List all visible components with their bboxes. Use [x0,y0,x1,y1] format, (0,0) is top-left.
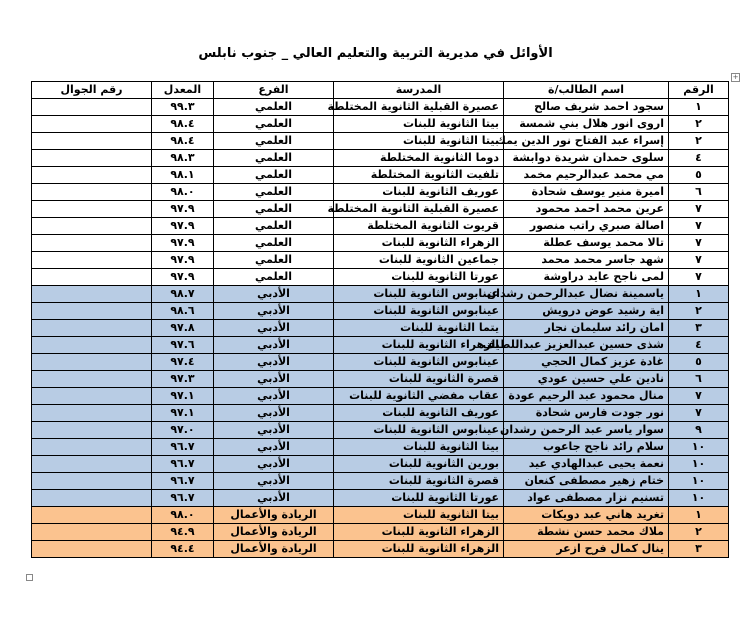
cell-branch: الأدبي [214,371,334,388]
cell-phone [32,286,152,303]
cell-num: ٦ [669,371,729,388]
cell-num: ٥ [669,167,729,184]
cell-name: سلام رائد ناجح جاعوب [504,439,669,456]
cell-phone [32,456,152,473]
cell-avg: ٩٧.٨ [152,320,214,337]
cell-num: ٥ [669,354,729,371]
table-row [32,303,729,320]
cell-branch: العلمي [214,116,334,133]
cell-phone [32,541,152,558]
cell-school: بيتا الثانوية للبنات [334,116,504,133]
cell-school: عصيرة القبلية الثانوية المختلطة [334,99,504,116]
cell-branch: العلمي [214,218,334,235]
cell-num: ٤ [669,150,729,167]
cell-school: بيتا الثانوية للبنات [334,133,504,150]
cell-num: ٩ [669,422,729,439]
cell-name: تسنيم نزار مصطفى عواد [504,490,669,507]
cell-school: عينابوس الثانوية للبنات [334,354,504,371]
table-row [32,456,729,473]
cell-num: ٧ [669,252,729,269]
cell-phone [32,439,152,456]
cell-avg: ٩٧.٤ [152,354,214,371]
table-row [32,252,729,269]
cell-name: لمى ناجح عايد دراوشة [504,269,669,286]
cell-branch: الأدبي [214,354,334,371]
table-row [32,150,729,167]
table-row [32,490,729,507]
cell-avg: ٩٧.٩ [152,235,214,252]
cell-phone [32,150,152,167]
cell-name: تالا محمد يوسف عطلة [504,235,669,252]
cell-phone [32,320,152,337]
header-branch: الفرع [214,82,334,99]
cell-branch: العلمي [214,150,334,167]
cell-avg: ٩٧.١ [152,405,214,422]
header-phone: رقم الجوال [32,82,152,99]
cell-name: شهد جاسر محمد محمد [504,252,669,269]
cell-name: سجود احمد شريف صالح [504,99,669,116]
table-row [32,99,729,116]
cell-school: عقاب مفضي الثانوية للبنات [334,388,504,405]
cell-name: غادة عزيز كمال الحجي [504,354,669,371]
document-title: الأوائل في مديرية التربية والتعليم العالي _ جنوب نابلس [198,46,553,61]
cell-avg: ٩٨.٠ [152,507,214,524]
cell-num: ٧ [669,388,729,405]
cell-branch: العلمي [214,99,334,116]
cell-name: عرين محمد احمد محمود [504,201,669,218]
table-row [32,405,729,422]
cell-num: ٢ [669,116,729,133]
cell-phone [32,167,152,184]
cell-name: اية رشيد عوض درويش [504,303,669,320]
cell-avg: ٩٨.٠ [152,184,214,201]
cell-name: اصالة صبري راتب منصور [504,218,669,235]
cell-branch: الأدبي [214,456,334,473]
table-row [32,388,729,405]
cell-school: عينابوس الثانوية للبنات [334,303,504,320]
cell-name: اميرة منير يوسف شحادة [504,184,669,201]
header-school: المدرسة [334,82,504,99]
table-row [32,371,729,388]
cell-branch: الأدبي [214,286,334,303]
cell-school: بورين الثانوية للبنات [334,456,504,473]
cell-name: سوار ياسر عبد الرحمن رشدان [504,422,669,439]
cell-avg: ٩٦.٧ [152,456,214,473]
cell-phone [32,99,152,116]
cell-branch: الريادة والأعمال [214,524,334,541]
cell-num: ٢ [669,133,729,150]
cell-avg: ٩٨.٣ [152,150,214,167]
table-row [32,167,729,184]
cell-school: عصيرة القبلية الثانوية المختلطة [334,201,504,218]
cell-phone [32,116,152,133]
cell-num: ٣ [669,320,729,337]
cell-school: عينابوس الثانوية للبنات [334,422,504,439]
cell-phone [32,388,152,405]
cell-phone [32,405,152,422]
table-row [32,286,729,303]
cell-school: قصرة الثانوية للبنات [334,371,504,388]
cell-name: نعمة يحيى عبدالهادي عيد [504,456,669,473]
table-row [32,354,729,371]
cell-avg: ٩٨.١ [152,167,214,184]
cell-avg: ٩٤.٩ [152,524,214,541]
cell-name: اروى انور هلال بني شمسة [504,116,669,133]
cell-name: سلوى حمدان شريدة دوابشة [504,150,669,167]
cell-school: الزهراء الثانوية للبنات [334,235,504,252]
top-students-table [31,81,729,558]
cell-school: دوما الثانوية المختلطة [334,150,504,167]
cell-num: ٧ [669,405,729,422]
cell-name: منال محمود عبد الرحيم عودة [504,388,669,405]
table-row [32,235,729,252]
header-name: اسم الطالب/ة [504,82,669,99]
cell-phone [32,337,152,354]
cell-num: ٦ [669,184,729,201]
cell-branch: الأدبي [214,337,334,354]
cell-school: عورتا الثانوية للبنات [334,490,504,507]
cell-phone [32,524,152,541]
cell-branch: الأدبي [214,320,334,337]
cell-avg: ٩٧.٦ [152,337,214,354]
cell-branch: العلمي [214,201,334,218]
cell-avg: ٩٦.٧ [152,473,214,490]
cell-branch: الأدبي [214,439,334,456]
cell-name: ملاك محمد حسن نشطة [504,524,669,541]
cell-num: ١ [669,99,729,116]
table-resize-handle[interactable] [26,574,33,581]
cell-school: بيتا الثانوية للبنات [334,507,504,524]
cell-school: جماعين الثانوية للبنات [334,252,504,269]
cell-branch: الريادة والأعمال [214,541,334,558]
cell-avg: ٩٧.٩ [152,269,214,286]
table-move-handle-icon[interactable]: + [732,73,739,81]
cell-num: ١٠ [669,490,729,507]
cell-avg: ٩٨.٧ [152,286,214,303]
cell-school: الزهراء الثانوية للبنات [334,337,504,354]
cell-phone [32,422,152,439]
cell-school: الزهراء الثانوية للبنات [334,524,504,541]
table-row [32,269,729,286]
cell-phone [32,303,152,320]
cell-branch: الريادة والأعمال [214,507,334,524]
cell-name: ينال كمال فرح ازعر [504,541,669,558]
cell-school: عورتا الثانوية للبنات [334,269,504,286]
cell-school: عوريف الثانوية للبنات [334,184,504,201]
header-average: المعدل [152,82,214,99]
cell-name: تغريد هاني عبد دويكات [504,507,669,524]
table-row [32,439,729,456]
cell-avg: ٩٧.٩ [152,252,214,269]
cell-school: تلفيت الثانوية المختلطة [334,167,504,184]
cell-branch: الأدبي [214,422,334,439]
table-header-row [32,82,729,99]
cell-school: عوريف الثانوية للبنات [334,405,504,422]
cell-branch: العلمي [214,133,334,150]
cell-name: شذى حسين عبدالعزيز عبداللطيف [504,337,669,354]
table-row [32,133,729,150]
cell-num: ٧ [669,201,729,218]
cell-avg: ٩٧.٩ [152,201,214,218]
cell-branch: العلمي [214,184,334,201]
table-row [32,320,729,337]
cell-num: ١٠ [669,473,729,490]
cell-avg: ٩٧.٩ [152,218,214,235]
table-row [32,337,729,354]
cell-num: ١٠ [669,456,729,473]
cell-avg: ٩٨.٤ [152,116,214,133]
cell-avg: ٩٩.٣ [152,99,214,116]
cell-phone [32,354,152,371]
table-row [32,541,729,558]
cell-name: امان رائد سليمان نجار [504,320,669,337]
cell-phone [32,218,152,235]
cell-name: مي محمد عبدالرحيم مخمد [504,167,669,184]
cell-phone [32,252,152,269]
cell-num: ٧ [669,218,729,235]
cell-branch: الأدبي [214,303,334,320]
table-row [32,524,729,541]
cell-name: ختام زهير مصطفى كنعان [504,473,669,490]
cell-avg: ٩٧.٣ [152,371,214,388]
cell-school: قريوت الثانوية المختلطة [334,218,504,235]
cell-branch: الأدبي [214,473,334,490]
cell-branch: الأدبي [214,388,334,405]
cell-avg: ٩٦.٧ [152,490,214,507]
header-num: الرقم [669,82,729,99]
cell-branch: الأدبي [214,490,334,507]
cell-branch: العلمي [214,167,334,184]
cell-num: ٤ [669,337,729,354]
cell-num: ١٠ [669,439,729,456]
cell-branch: الأدبي [214,405,334,422]
cell-phone [32,184,152,201]
cell-avg: ٩٨.٤ [152,133,214,150]
cell-phone [32,201,152,218]
cell-school: بيتا الثانوية للبنات [334,439,504,456]
table-row [32,473,729,490]
cell-avg: ٩٨.٦ [152,303,214,320]
cell-name: نادين علي حسين عودي [504,371,669,388]
cell-num: ٢ [669,303,729,320]
cell-phone [32,371,152,388]
cell-school: قصرة الثانوية للبنات [334,473,504,490]
cell-avg: ٩٧.٠ [152,422,214,439]
cell-name: نور جودت فارس شحادة [504,405,669,422]
cell-branch: العلمي [214,269,334,286]
cell-num: ٧ [669,269,729,286]
cell-branch: العلمي [214,252,334,269]
table-row [32,116,729,133]
cell-num: ١ [669,507,729,524]
cell-avg: ٩٧.١ [152,388,214,405]
cell-branch: العلمي [214,235,334,252]
cell-phone [32,490,152,507]
table-row [32,507,729,524]
cell-phone [32,235,152,252]
cell-school: يتما الثانوية للبنات [334,320,504,337]
cell-avg: ٩٤.٤ [152,541,214,558]
cell-num: ٢ [669,524,729,541]
cell-name: ياسمينة نضال عبدالرحمن رشدان [504,286,669,303]
table-row [32,201,729,218]
cell-school: الزهراء الثانوية للبنات [334,541,504,558]
table-row [32,184,729,201]
cell-num: ١ [669,286,729,303]
cell-school: عينابوس الثانوية للبنات [334,286,504,303]
table-row [32,422,729,439]
cell-phone [32,269,152,286]
cell-avg: ٩٦.٧ [152,439,214,456]
cell-num: ٧ [669,235,729,252]
cell-phone [32,133,152,150]
cell-name: إسراء عبد الفتاح نور الدين يمك [504,133,669,150]
cell-phone [32,473,152,490]
cell-phone [32,507,152,524]
table-row [32,218,729,235]
cell-num: ٣ [669,541,729,558]
